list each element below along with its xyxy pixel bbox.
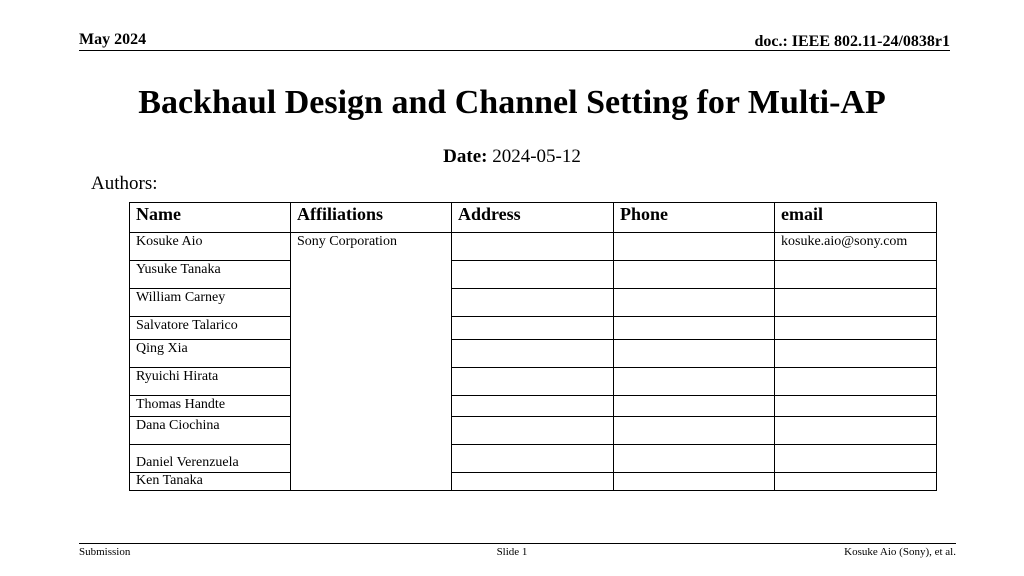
table-row	[130, 340, 937, 368]
table-row	[130, 233, 937, 261]
table-row	[130, 261, 937, 289]
table-row	[130, 473, 937, 491]
email-cell	[775, 340, 937, 368]
name-cell: Salvatore Talarico	[130, 317, 291, 340]
email-cell	[775, 261, 937, 289]
phone-cell	[614, 445, 775, 473]
name-cell: Qing Xia	[130, 340, 291, 368]
phone-cell	[614, 261, 775, 289]
header-divider	[79, 50, 950, 51]
phone-cell	[614, 340, 775, 368]
address-cell	[452, 396, 614, 417]
name-cell: Daniel Verenzuela	[130, 445, 291, 473]
footer-submission: Submission	[79, 546, 131, 558]
name-cell: Ryuichi Hirata	[130, 368, 291, 396]
phone-cell	[614, 368, 775, 396]
phone-cell	[614, 289, 775, 317]
address-cell	[452, 445, 614, 473]
footer-slide-number: Slide 1	[496, 546, 528, 558]
email-cell	[775, 473, 937, 491]
name-cell: Kosuke Aio	[130, 233, 291, 261]
table-row	[130, 445, 937, 473]
table-row	[130, 317, 937, 340]
slide-title: Backhaul Design and Channel Setting for Multi-AP	[138, 84, 886, 121]
email-cell	[775, 396, 937, 417]
address-cell	[452, 340, 614, 368]
table-row	[130, 289, 937, 317]
authors-label: Authors:	[91, 173, 158, 194]
address-cell	[452, 368, 614, 396]
email-cell	[775, 445, 937, 473]
phone-cell	[614, 473, 775, 491]
date-label: Date:	[443, 146, 488, 167]
date-value: 2024-05-12	[492, 146, 581, 167]
name-cell: Dana Ciochina	[130, 417, 291, 445]
name-cell: Thomas Handte	[130, 396, 291, 417]
name-cell: Ken Tanaka	[130, 473, 291, 491]
email-cell	[775, 417, 937, 445]
footer-author: Kosuke Aio (Sony), et al.	[844, 546, 956, 558]
email-cell	[775, 317, 937, 340]
header-phone: Phone	[614, 203, 775, 233]
address-cell	[452, 473, 614, 491]
footer-divider	[79, 543, 956, 544]
authors-table	[129, 202, 937, 491]
address-cell	[452, 233, 614, 261]
email-cell	[775, 368, 937, 396]
table-row	[130, 417, 937, 445]
phone-cell	[614, 233, 775, 261]
address-cell	[452, 261, 614, 289]
address-cell	[452, 317, 614, 340]
email-cell: kosuke.aio@sony.com	[775, 233, 937, 261]
header-address: Address	[452, 203, 614, 233]
table-header-row	[130, 203, 937, 233]
phone-cell	[614, 317, 775, 340]
name-cell: Yusuke Tanaka	[130, 261, 291, 289]
header-date: May 2024	[79, 31, 147, 48]
table-row	[130, 396, 937, 417]
header-email: email	[775, 203, 937, 233]
address-cell	[452, 289, 614, 317]
phone-cell	[614, 417, 775, 445]
affiliation-cell: Sony Corporation	[291, 233, 452, 491]
header-doc-id: doc.: IEEE 802.11-24/0838r1	[754, 33, 950, 50]
name-cell: William Carney	[130, 289, 291, 317]
table-row	[130, 368, 937, 396]
date-line	[0, 146, 1024, 168]
address-cell	[452, 417, 614, 445]
email-cell	[775, 289, 937, 317]
header-name: Name	[130, 203, 291, 233]
phone-cell	[614, 396, 775, 417]
header-affiliations: Affiliations	[291, 203, 452, 233]
